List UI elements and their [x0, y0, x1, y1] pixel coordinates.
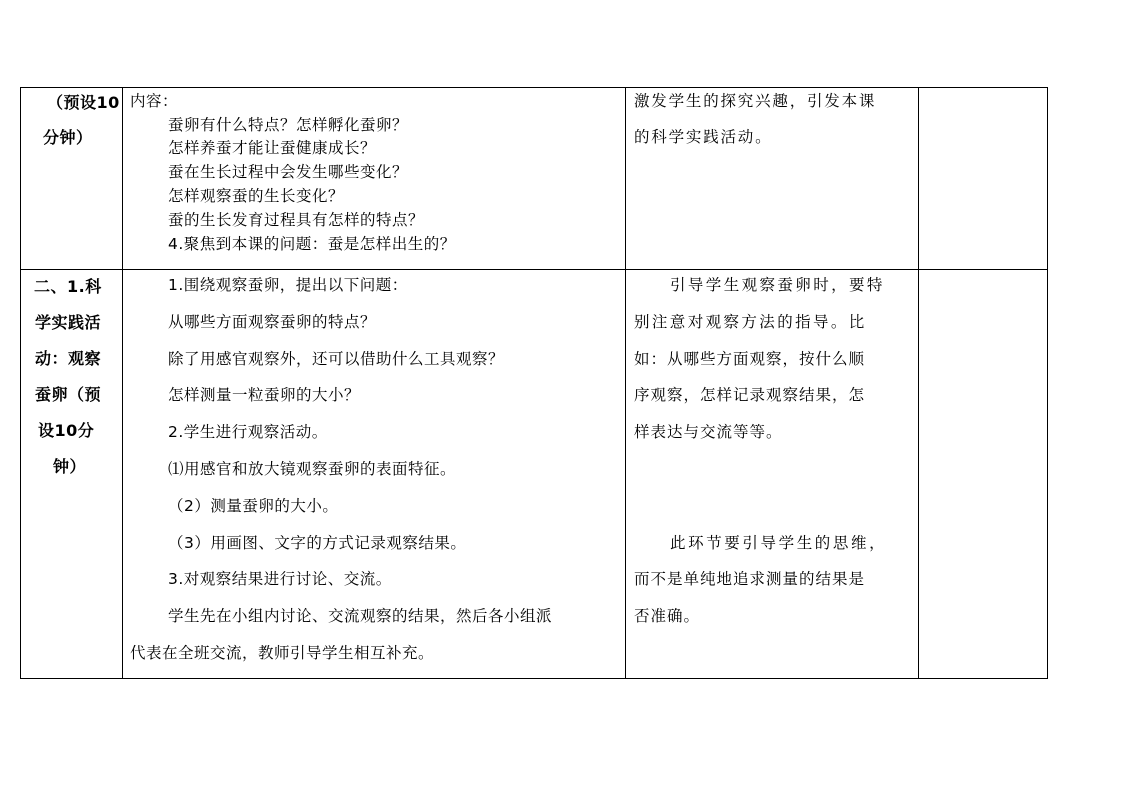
- row2-intent-line: 否准确。: [634, 607, 701, 625]
- row2-content-line: 代表在全班交流，教师引导学生相互补充。: [130, 644, 435, 662]
- row2-intent-line: 而不是单纯地追求测量的结果是: [634, 570, 866, 588]
- row2-intent-cell: [626, 270, 918, 678]
- table-bottom-border: [20, 678, 1048, 679]
- row1-notes-cell: [919, 88, 1047, 269]
- row2-content-line: （2）测量蚕卵的大小。: [168, 497, 339, 515]
- row1-content-line: 怎样观察蚕的生长变化？: [168, 187, 345, 205]
- row1-intent-cell: [626, 88, 918, 269]
- row2-content-line: 2.学生进行观察活动。: [168, 423, 328, 441]
- row2-intent-line: 如：从哪些方面观察，按什么顺: [634, 350, 866, 368]
- row1-content-header: 内容：: [130, 92, 179, 110]
- table-right-border: [1047, 87, 1048, 679]
- row2-intent-line: 引导学生观察蚕卵时，要特: [670, 276, 885, 294]
- row1-stage-line-2: 分钟）: [43, 128, 93, 147]
- row1-content-line: 蚕卵有什么特点？怎样孵化蚕卵？: [168, 116, 409, 134]
- row2-content-line: （3）用画图、文字的方式记录观察结果。: [168, 534, 467, 552]
- row2-notes-cell: [919, 270, 1047, 678]
- row2-content-line: 1.围绕观察蚕卵，提出以下问题：: [168, 276, 408, 294]
- row1-content-cell: [123, 88, 625, 269]
- row1-intent-line: 的科学实践活动。: [634, 128, 773, 146]
- row2-intent-line: 别注意对观察方法的指导。比: [634, 313, 867, 331]
- row1-content-line: 4.聚焦到本课的问题：蚕是怎样出生的？: [168, 235, 456, 253]
- row2-content-line: 除了用感官观察外，还可以借助什么工具观察？: [168, 350, 505, 368]
- row2-stage-line: 钟）: [53, 457, 87, 476]
- row1-stage-line-1: （预设10: [47, 93, 120, 112]
- row1-stage-cell: [21, 88, 122, 269]
- row2-content-line: 3.对观察结果进行讨论、交流。: [168, 570, 392, 588]
- row1-intent-line: 激发学生的探究兴趣，引发本课: [634, 92, 877, 110]
- row2-stage-line: 蚕卵（预: [35, 385, 102, 404]
- row2-stage-cell: [21, 270, 122, 678]
- row2-intent-line: 此环节要引导学生的思维，: [670, 534, 888, 552]
- row2-content-line: 怎样测量一粒蚕卵的大小？: [168, 386, 361, 404]
- row2-content-line: 学生先在小组内讨论、交流观察的结果，然后各小组派: [168, 607, 553, 625]
- row2-stage-line: 学实践活: [35, 313, 102, 332]
- row1-content-line: 怎样养蚕才能让蚕健康成长？: [168, 139, 377, 157]
- row2-content-line: ⑴用感官和放大镜观察蚕卵的表面特征。: [168, 460, 457, 478]
- row2-content-line: 从哪些方面观察蚕卵的特点？: [168, 313, 377, 331]
- row2-intent-line: 样表达与交流等等。: [634, 423, 783, 441]
- row1-content-line: 蚕的生长发育过程具有怎样的特点？: [168, 211, 425, 229]
- row2-intent-line: 序观察，怎样记录观察结果，怎: [634, 386, 866, 404]
- row2-stage-line: 设10分: [38, 421, 95, 440]
- row2-content-cell: [123, 270, 625, 678]
- row2-stage-line: 动：观察: [35, 349, 102, 368]
- row1-content-line: 蚕在生长过程中会发生哪些变化？: [168, 163, 409, 181]
- row2-stage-line: 二、1.科: [34, 277, 102, 296]
